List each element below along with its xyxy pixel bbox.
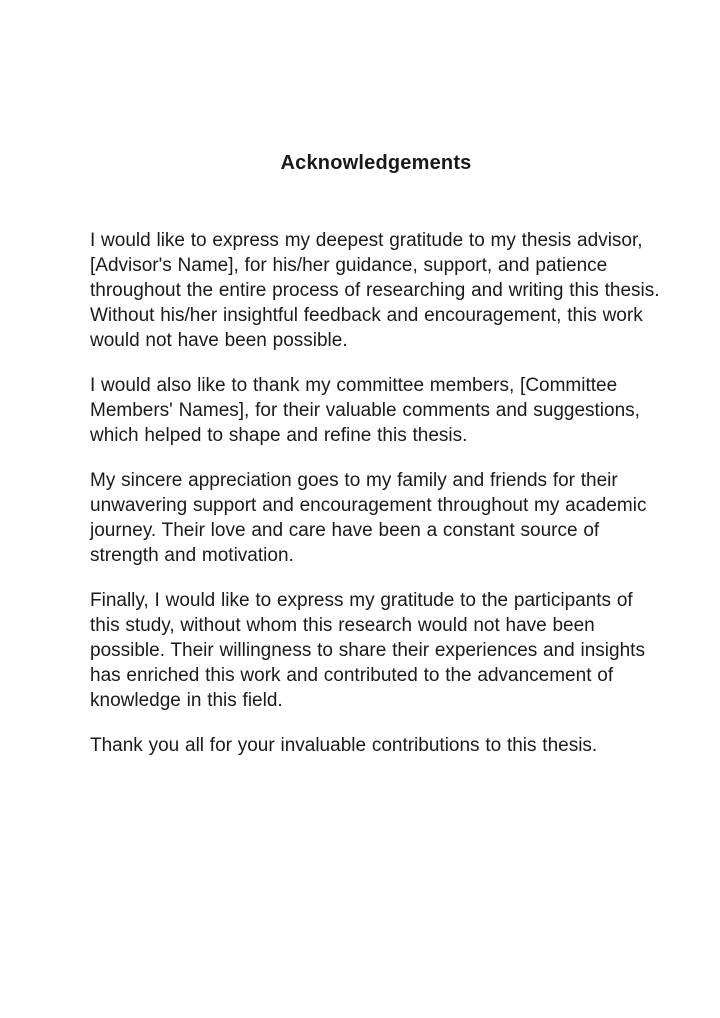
paragraph-participants: Finally, I would like to express my gratitude to the participants of this study, without whom this research would not have been possible. Their willingness to share their experiences and insights has enriched this work and contributed to the advancement of knowledge in this field.: [90, 590, 645, 711]
paragraph-advisor: I would like to express my deepest gratitude to my thesis advisor, [Advisor's Name], for his/her guidance, support, and patience throughout the entire process of researching and writing this thesis. Without his/her insightful feedback and encouragement, this work would not have been possible.: [90, 230, 660, 351]
paragraph-closing: Thank you all for your invaluable contributions to this thesis.: [90, 735, 598, 756]
document-body: [90, 228, 662, 758]
page-title: Acknowledgements: [280, 152, 472, 174]
paragraph-family-friends: My sincere appreciation goes to my family and friends for their unwavering support and encouragement throughout my academic journey. Their love and care have been a constant source of strength and motivation.: [90, 470, 647, 566]
paragraph-committee: I would also like to thank my committee members, [Committee Members' Names], for their valuable comments and suggestions, which helped to shape and refine this thesis.: [90, 375, 640, 446]
